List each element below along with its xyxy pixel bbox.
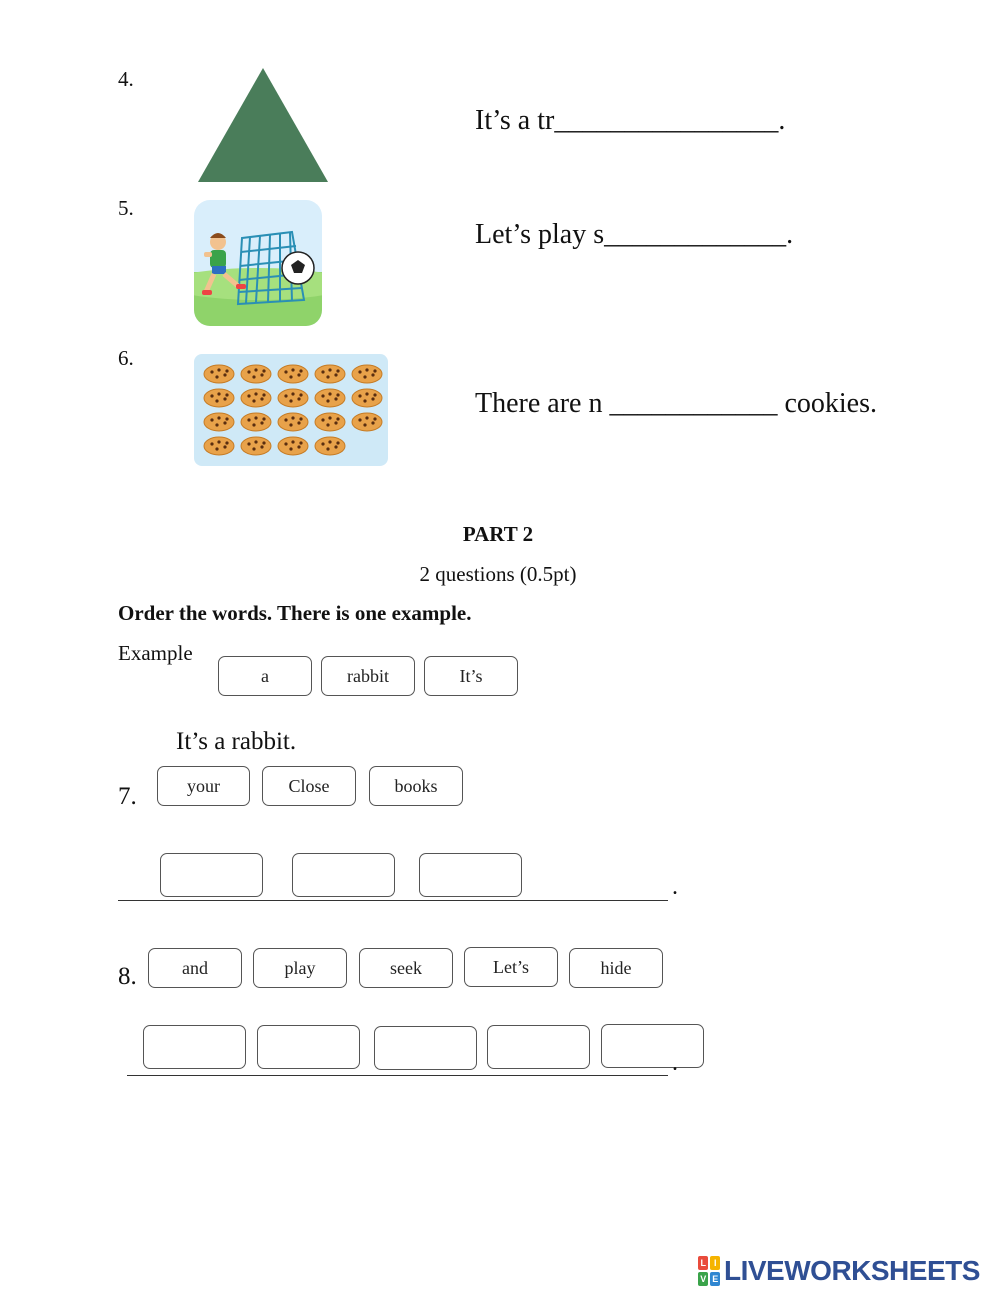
brand-name: LIVEWORKSHEETS	[724, 1255, 980, 1286]
item-8-drop-box-1[interactable]	[143, 1025, 246, 1069]
cookie	[204, 365, 234, 383]
cookie	[315, 413, 345, 431]
question-4-blank[interactable]: ________________	[554, 105, 779, 136]
liveworksheets-brand	[698, 1255, 980, 1287]
cookie	[278, 365, 308, 383]
question-6-prefix: There are n	[475, 388, 610, 419]
part2-instruction: Order the words. There is one example.	[118, 601, 472, 625]
item-8-drop-box-3[interactable]	[374, 1026, 477, 1070]
item-7-word-your[interactable]: your	[157, 766, 250, 806]
part2-subtitle: 2 questions (0.5pt)	[419, 562, 577, 586]
item-7-word-close[interactable]: Close	[262, 766, 356, 806]
question-5-blank[interactable]: _____________	[604, 219, 787, 250]
part2-title: PART 2	[462, 522, 534, 546]
cookie	[278, 413, 308, 431]
item-7-end-mark: .	[672, 874, 678, 900]
cookie	[315, 365, 345, 383]
example-label: Example	[118, 641, 193, 665]
cookie	[352, 389, 382, 407]
question-6-number: 6.	[118, 346, 134, 370]
cookie	[241, 389, 271, 407]
cookie	[315, 437, 345, 455]
example-word-its: It’s	[424, 656, 518, 696]
item-8-drop-box-5[interactable]	[601, 1024, 704, 1068]
item-7-drop-box-2[interactable]	[292, 853, 395, 897]
question-4-suffix: .	[778, 105, 786, 136]
cookie	[278, 389, 308, 407]
question-5-sentence	[475, 219, 793, 251]
cookie	[241, 437, 271, 455]
item-8-word-play[interactable]: play	[253, 948, 347, 988]
item-8-drop-box-4[interactable]	[487, 1025, 590, 1069]
cookie	[241, 365, 271, 383]
cookie	[204, 389, 234, 407]
example-word-rabbit: rabbit	[321, 656, 415, 696]
question-5-prefix: Let’s play s	[475, 219, 605, 250]
cookie	[241, 413, 271, 431]
item-7-drop-box-1[interactable]	[160, 853, 263, 897]
item-7-number: 7.	[118, 783, 137, 810]
question-6-sentence	[475, 388, 877, 420]
item-8-word-and[interactable]: and	[148, 948, 242, 988]
question-4-sentence	[475, 105, 785, 137]
item-8-word-lets[interactable]: Let’s	[464, 947, 558, 987]
question-4-number: 4.	[118, 67, 134, 91]
example-word-a: a	[218, 656, 312, 696]
question-4-prefix: It’s a tr	[475, 105, 555, 136]
item-8-drop-box-2[interactable]	[257, 1025, 360, 1069]
question-5-number: 5.	[118, 196, 134, 220]
cookie	[352, 365, 382, 383]
item-8-word-seek[interactable]: seek	[359, 948, 453, 988]
cookies-image	[194, 354, 388, 466]
example-answer: It’s a rabbit.	[176, 728, 297, 755]
cookie	[204, 413, 234, 431]
soccer-image	[194, 200, 322, 326]
item-8-answer-line	[127, 1075, 668, 1076]
logo-letter-e: E	[710, 1272, 720, 1286]
item-8-number: 8.	[118, 963, 137, 990]
cookie	[278, 437, 308, 455]
item-7-answer-line	[118, 900, 668, 901]
green-triangle-image	[196, 66, 330, 184]
question-6-blank[interactable]: ____________	[609, 388, 778, 419]
logo-letter-v: V	[698, 1272, 708, 1286]
logo-letter-i: I	[710, 1256, 720, 1270]
liveworksheets-logo-icon	[698, 1256, 720, 1286]
cookie	[352, 413, 382, 431]
question-6-suffix: cookies.	[777, 388, 877, 419]
item-7-drop-box-3[interactable]	[419, 853, 522, 897]
question-5-suffix: .	[786, 219, 794, 250]
triangle-shape	[198, 68, 328, 182]
cookie	[204, 437, 234, 455]
item-8-end-mark: .	[672, 1050, 678, 1076]
cookie	[315, 389, 345, 407]
logo-letter-l: L	[698, 1256, 708, 1270]
item-7-word-books[interactable]: books	[369, 766, 463, 806]
cookies-grid	[194, 354, 388, 466]
item-8-word-hide[interactable]: hide	[569, 948, 663, 988]
